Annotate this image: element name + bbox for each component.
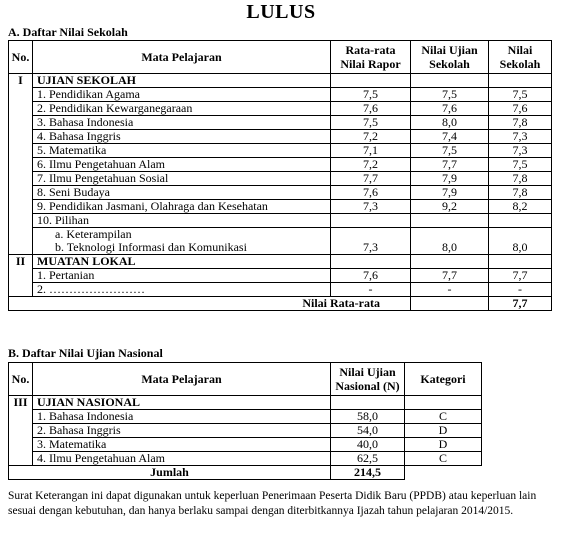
table-row (9, 438, 482, 452)
empty-cell (331, 396, 405, 410)
empty-cell (331, 228, 411, 242)
school-score: 7,6 (489, 102, 552, 116)
national-score: 62,5 (331, 452, 405, 466)
empty-cell (411, 214, 489, 228)
school-exam: 7,5 (411, 88, 489, 102)
school-score: - (489, 283, 552, 297)
subject-name: 1. Pendidikan Agama (33, 88, 331, 102)
empty-cell (405, 466, 482, 480)
subject-name: 7. Ilmu Pengetahuan Sosial (33, 172, 331, 186)
subject-name: 4. Bahasa Inggris (33, 130, 331, 144)
total-label: Jumlah (9, 466, 331, 480)
group-row (9, 74, 552, 88)
empty-cell (489, 74, 552, 88)
table-row (9, 269, 552, 283)
group-number: II (9, 255, 33, 297)
group-row (9, 255, 552, 269)
group-row (9, 396, 482, 410)
report-avg: 7,5 (331, 88, 411, 102)
section-b-heading: B. Daftar Nilai Ujian Nasional (8, 346, 163, 360)
table-row (9, 283, 552, 297)
school-score: 8,0 (489, 241, 552, 255)
group-number: III (9, 396, 33, 466)
subject-name: 2. …………………… (33, 283, 331, 297)
subject-name: 2. Bahasa Inggris (33, 424, 331, 438)
school-score: 7,5 (489, 158, 552, 172)
national-score: 58,0 (331, 410, 405, 424)
report-avg: 7,6 (331, 269, 411, 283)
school-exam: 7,7 (411, 158, 489, 172)
school-exam: 7,5 (411, 144, 489, 158)
header-no: No. (9, 41, 33, 74)
group-name: MUATAN LOKAL (33, 255, 331, 269)
subject-name: b. Teknologi Informasi dan Komunikasi (33, 241, 331, 255)
page-title: LULUS (246, 1, 316, 23)
table-row (9, 186, 552, 200)
school-exam: - (411, 283, 489, 297)
subject-name: 5. Matematika (33, 144, 331, 158)
category: D (405, 424, 482, 438)
group-name: UJIAN NASIONAL (33, 396, 331, 410)
group-name: UJIAN SEKOLAH (33, 74, 331, 88)
category: D (405, 438, 482, 452)
table-row (9, 200, 552, 214)
subject-name: 1. Pertanian (33, 269, 331, 283)
certificate-note: Surat Keterangan ini dapat digunakan untuk keperluan Penerimaan Peserta Didik Baru (PPDB) atau keperluan lain sesuai dengan kebutuhan, dan hanya berlaku sampai dengan diterbitkannya Ijazah tahun pelajaran 2014/2015. (8, 490, 537, 517)
report-avg: 7,2 (331, 158, 411, 172)
table-row (9, 102, 552, 116)
average-row (9, 297, 552, 311)
empty-cell (411, 297, 489, 311)
report-avg: 7,1 (331, 144, 411, 158)
header-subject: Mata Pelajaran (33, 41, 331, 74)
report-avg: 7,7 (331, 172, 411, 186)
empty-cell (331, 214, 411, 228)
table-row (9, 116, 552, 130)
report-avg: - (331, 283, 411, 297)
table-header (9, 41, 552, 74)
total-row (9, 466, 482, 480)
school-score: 7,5 (489, 88, 552, 102)
table-header (9, 363, 482, 396)
school-exam: 7,4 (411, 130, 489, 144)
category: C (405, 410, 482, 424)
school-exam: 8,0 (411, 116, 489, 130)
national-score: 40,0 (331, 438, 405, 452)
table-row (9, 241, 552, 255)
empty-cell (411, 74, 489, 88)
school-score: 7,8 (489, 116, 552, 130)
report-avg: 7,2 (331, 130, 411, 144)
total-value: 214,5 (331, 466, 405, 480)
subject-name: 3. Matematika (33, 438, 331, 452)
table-row (9, 144, 552, 158)
empty-cell (489, 228, 552, 242)
header-national-score: Nilai Ujian Nasional (N) (331, 363, 405, 396)
school-exam: 7,7 (411, 269, 489, 283)
empty-cell (411, 255, 489, 269)
header-school-exam: Nilai Ujian Sekolah (411, 41, 489, 74)
average-label: Nilai Rata-rata (9, 297, 411, 311)
table-row (9, 130, 552, 144)
school-score: 7,3 (489, 144, 552, 158)
header-school-score: Nilai Sekolah (489, 41, 552, 74)
table-row (9, 452, 482, 466)
section-a-heading: A. Daftar Nilai Sekolah (8, 25, 128, 39)
school-exam: 9,2 (411, 200, 489, 214)
school-grades-table (8, 40, 552, 311)
school-score: 7,8 (489, 186, 552, 200)
school-exam: 7,9 (411, 186, 489, 200)
subject-name: 2. Pendidikan Kewarganegaraan (33, 102, 331, 116)
table-row (9, 214, 552, 228)
header-subject: Mata Pelajaran (33, 363, 331, 396)
report-avg: 7,3 (331, 200, 411, 214)
table-row (9, 88, 552, 102)
table-row (9, 228, 552, 242)
school-score: 8,2 (489, 200, 552, 214)
average-value: 7,7 (489, 297, 552, 311)
school-score: 7,7 (489, 269, 552, 283)
table-row (9, 172, 552, 186)
school-exam: 7,6 (411, 102, 489, 116)
subject-name: 6. Ilmu Pengetahuan Alam (33, 158, 331, 172)
subject-name: 1. Bahasa Indonesia (33, 410, 331, 424)
subject-name: 3. Bahasa Indonesia (33, 116, 331, 130)
report-avg: 7,3 (331, 241, 411, 255)
school-score: 7,3 (489, 130, 552, 144)
subject-name: 4. Ilmu Pengetahuan Alam (33, 452, 331, 466)
header-report-avg: Rata-rata Nilai Rapor (331, 41, 411, 74)
subject-name: 9. Pendidikan Jasmani, Olahraga dan Kesehatan (33, 200, 331, 214)
empty-cell (331, 74, 411, 88)
school-exam: 7,9 (411, 172, 489, 186)
report-avg: 7,6 (331, 102, 411, 116)
school-exam: 8,0 (411, 241, 489, 255)
school-score: 7,8 (489, 172, 552, 186)
category: C (405, 452, 482, 466)
empty-cell (405, 396, 482, 410)
table-row (9, 158, 552, 172)
header-no: No. (9, 363, 33, 396)
subject-name: 8. Seni Budaya (33, 186, 331, 200)
empty-cell (331, 255, 411, 269)
national-exam-table (8, 362, 482, 480)
report-avg: 7,5 (331, 116, 411, 130)
empty-cell (489, 255, 552, 269)
subject-name: 10. Pilihan (33, 214, 331, 228)
report-avg: 7,6 (331, 186, 411, 200)
empty-cell (489, 214, 552, 228)
empty-cell (411, 228, 489, 242)
table-row (9, 424, 482, 438)
table-row (9, 410, 482, 424)
header-category: Kategori (405, 363, 482, 396)
subject-name: a. Keterampilan (33, 228, 331, 242)
group-number: I (9, 74, 33, 255)
national-score: 54,0 (331, 424, 405, 438)
